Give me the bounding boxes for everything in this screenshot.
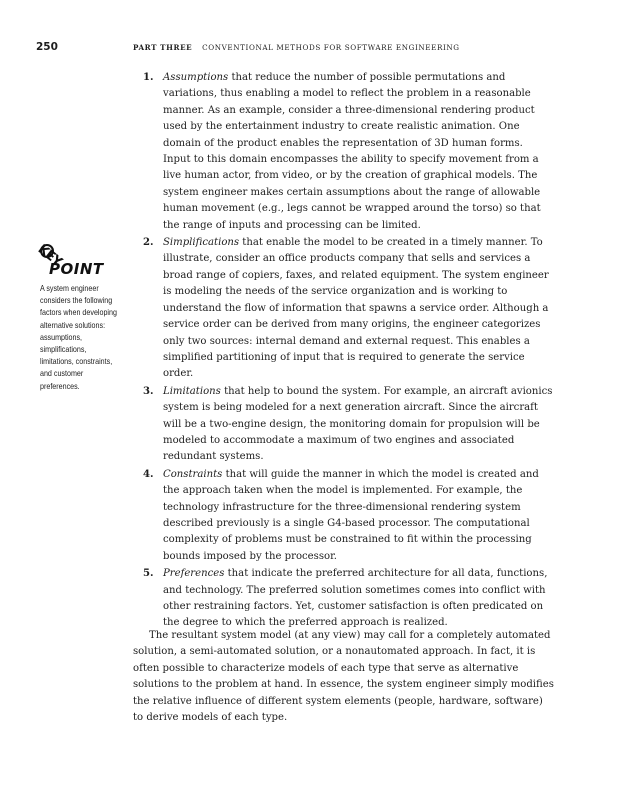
point-label: POINT: [49, 260, 104, 278]
section-title: CONVENTIONAL METHODS FOR SOFTWARE ENGINEERING: [202, 43, 460, 52]
part-label: PART THREE: [133, 43, 193, 52]
key-label: KEY: [34, 242, 64, 270]
key-point-sidebar: [34, 241, 120, 392]
item-term: Constraints: [163, 468, 223, 480]
item-text: that reduce the number of possible permutations and variations, thus enabling a model to reflect the problem in a reasonable manner. As an example, consider a three-dimensional rendering product used by the entertainment industry to create realistic animation. One domain of the product enables the representation of 3D human forms. Input to this domain encompasses the ability to specify movement from a live human actor, from video, or by the creation of graphical models. The system engineer makes certain assumptions about the range of allowable human movement (e.g., legs cannot be wrapped around the torso) so that the range of inputs and processing can be limited.: [163, 72, 541, 231]
item-number: 4.: [143, 468, 154, 480]
item-text: that enable the model to be created in a timely manner. To illustrate, consider an office products company that sells and services a broad range of copiers, faxes, and related equipment. The system engineer is modeling the needs of the service organization and is working to understand the flow of information that spawns a service order. Although a service order can be derived from many origins, the engineer categorizes only two sources: internal demand and external request. This enables a simplified partitioning of input that is required to generate the service order.: [163, 237, 549, 380]
item-text: that will guide the manner in which the model is created and the approach taken when the model is implemented. For example, the technology infrastructure for the three-dimensional rendering system described previously is a single G4-based processor. The computational complexity of problems must be constrained to fit within the processing bounds imposed by the processor.: [163, 468, 539, 562]
item-term: Preferences: [163, 568, 225, 580]
list-item: [143, 235, 553, 383]
item-term: Limitations: [163, 385, 221, 397]
page-number: 250: [36, 41, 58, 53]
running-head: [133, 43, 460, 52]
item-number: 5.: [143, 568, 154, 580]
body-paragraph: The resultant system model (at any view) may call for a completely automated solution, a semi-automated solution, or a nonautomated approach. In fact, it is often possible to characterize models of each type that serve as alternative solutions to the problem at hand. In essence, the system engineer simply modifies the relative influence of different system elements (people, hardware, software) to derive models of each type.: [133, 630, 554, 724]
list-item: [143, 384, 553, 466]
list-item: [143, 467, 553, 565]
item-term: Simplifications: [163, 237, 240, 249]
item-text: that help to bound the system. For example, an aircraft avionics system is being modeled for a next generation aircraft. Since the aircraft will be a two-engine design, the monitoring domain for propulsion will be modeled to accommodate a maximum of two engines and associated redundant systems.: [163, 385, 553, 463]
key-point-text: A system engineer considers the following factors when developing alternative solutions: assumptions, simplifications, limitations, constraints, and customer preferences.: [40, 283, 117, 391]
factor-list: [143, 70, 553, 633]
item-number: 2.: [143, 237, 154, 249]
item-number: 3.: [143, 385, 154, 397]
list-item: [143, 70, 553, 234]
key-point-icon: [34, 241, 120, 279]
list-item: [143, 566, 553, 632]
item-term: Assumptions: [163, 72, 229, 83]
item-number: 1.: [143, 72, 154, 83]
item-text: that indicate the preferred architecture for all data, functions, and technology. The preferred solution sometimes comes into conflict with other restraining factors. Yet, customer satisfaction is often predicated on the degree to which the preferred approach is realized.: [163, 568, 548, 629]
